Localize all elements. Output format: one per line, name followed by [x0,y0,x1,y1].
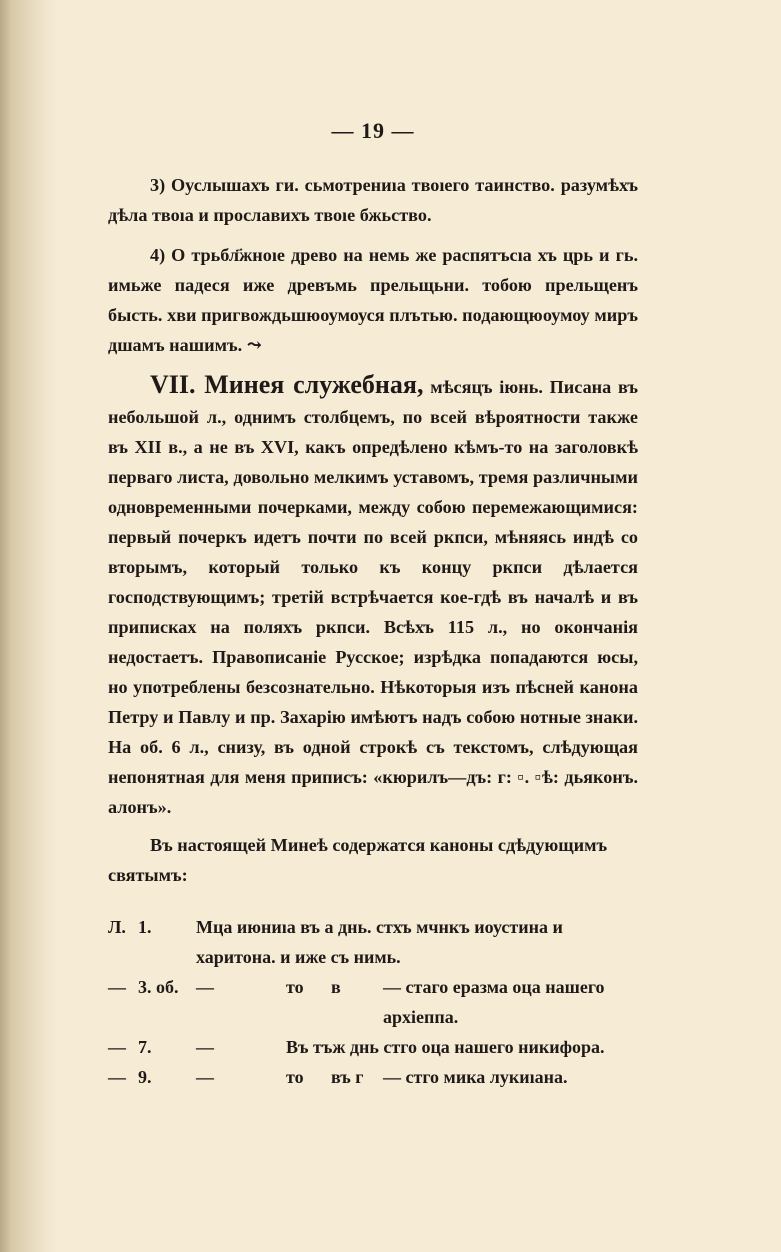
page-edge [0,0,10,1252]
canon-text: Въ тъж днь стго оца нашего никифора. [286,1037,605,1057]
canon-leaf-marker: — [108,1037,126,1057]
canon-leaf-number: 1. [138,917,152,937]
canon-row [108,1062,638,1092]
canon-leaf-marker: — [108,1067,126,1087]
canon-row [108,972,638,1032]
canon-leaf-number: 9. [138,1067,152,1087]
intro-paragraph: Въ настоящей Минеѣ содержатся каноны сдѣдующимъ святымъ: [108,835,608,885]
book-page [108,118,638,1092]
canon-row [108,912,638,972]
canon-text: — стго мика лукиıана. [383,1067,568,1087]
canon-text: — стаго еразма оца нашего архіеппа. [383,977,605,1027]
canon-leaf-marker: — [108,977,126,997]
canon-ditto: то [286,1067,304,1087]
canon-list [108,912,638,1092]
paragraph-3: 3) Оуслышахъ ги. сьмотрениıа твоıего таинство. разумѣхъ дѣла твоıа и прославихъ твоıе бжьство. [108,175,638,225]
canon-dash: — [196,1067,214,1087]
canon-row [108,1032,638,1062]
canon-leaf-number: 3. об. [138,977,179,997]
canon-ditto: то [286,977,304,997]
canon-leaf-number: 7. [138,1037,152,1057]
canon-day: в [331,977,341,997]
section-vii [108,370,638,822]
section-body: мѣсяцъ іюнь. Писана въ небольшой л., однимъ столбцемъ, по всей вѣроятности также въ XII в., а не въ XVI, какъ опредѣлено кѣмъ-то на заголовкѣ перваго листа, довольно мелкимъ уставомъ, тремя различными одновременными почерками, между собою перемежающимися: первый почеркъ идетъ почти по всей ркпси, мѣняясь индѣ со вторымъ, который только къ концу ркпси дѣлается господствующимъ; третій встрѣчается кое-гдѣ въ началѣ и въ приписках на поляхъ ркпси. Всѣхъ 115 л., но окончанія недостаетъ. Правописаніе Русское; изрѣдка попадаются юсы, но употреблены безсознательно. Нѣкоторыя изъ пѣсней канона Петру и Павлу и пр. Захарію имѣютъ надъ собою нотные знаки. На об. 6 л., снизу, въ одной строкѣ съ текстомъ, слѣдующая непонятная для меня приписъ: «кюрилъ—дъ: г: ▫. ▫ѣ: дьяконъ. алонъ». [108,377,638,817]
canon-leaf-marker: Л. [108,917,126,937]
canon-day: въ г [331,1067,364,1087]
paragraph-4: 4) О трьбл҃жноıе древо на немь же распятъсıа хъ црь и гь. имьже падеся иже древъмь прельщьни. тобою прельщенъ бысть. хви пригвождьшюоумоуся плътью. подающюоумоу миръ дшамъ нашимъ. ⤳ [108,245,638,355]
canon-dash: — [196,977,214,997]
canon-text: Мца июниıа въ а днь. стхъ мчнкъ иоустина и харитона. и иже съ нимь. [196,917,563,967]
page-number: — 19 — [331,118,415,143]
canon-dash: — [196,1037,214,1057]
section-title: VII. Минея служебная, [150,370,424,399]
